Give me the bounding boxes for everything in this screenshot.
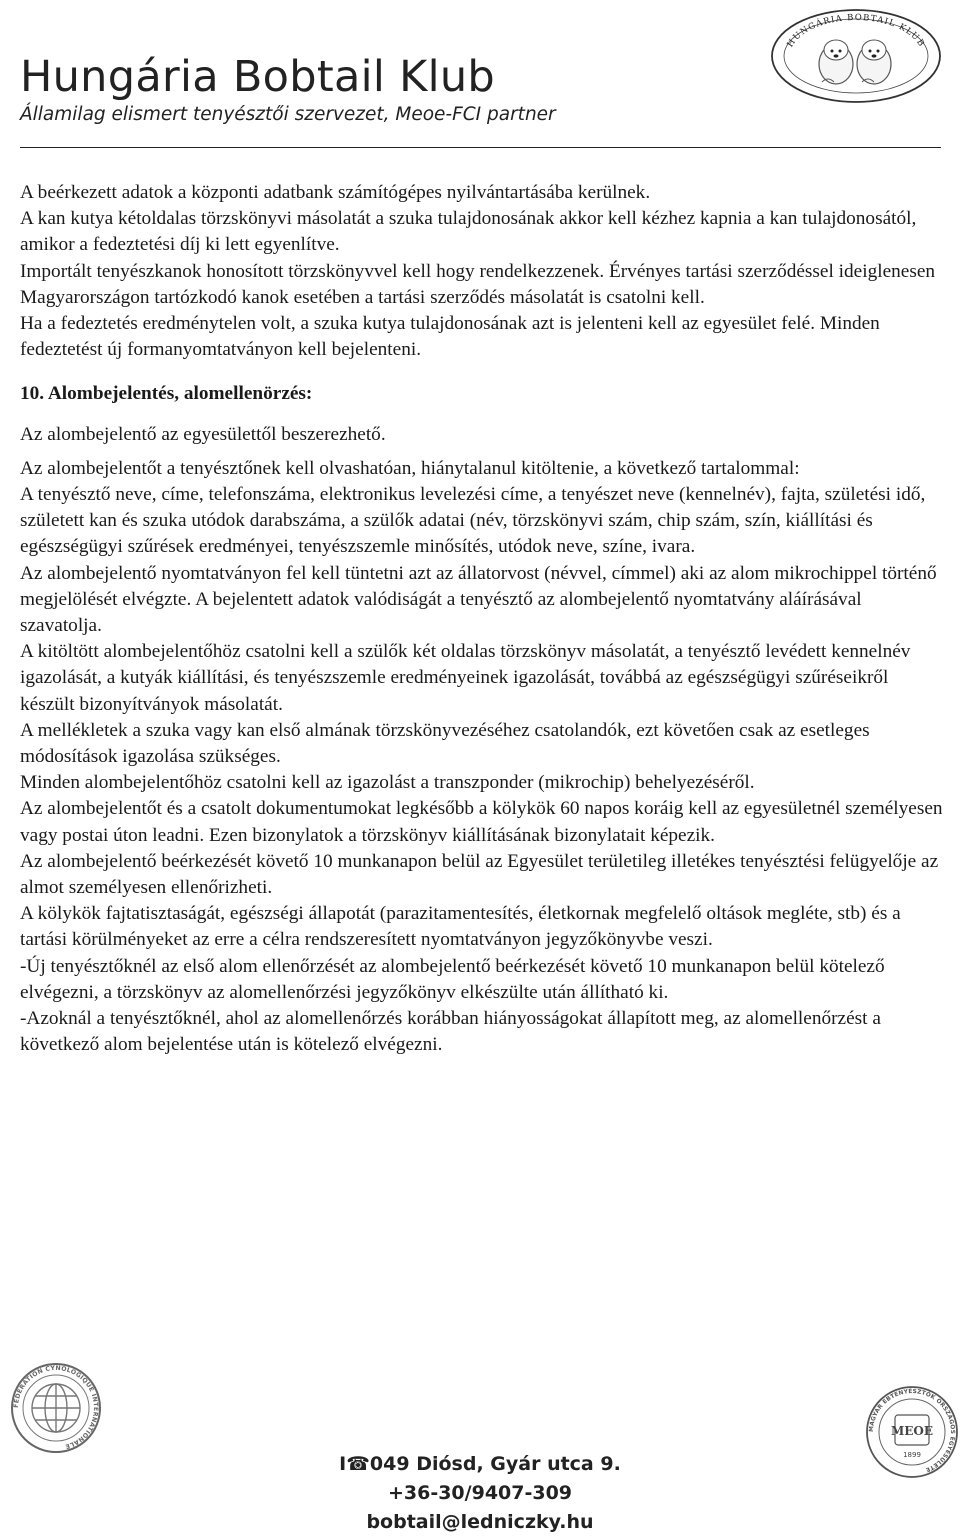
meoe-logo-initials: MEOE <box>890 1424 934 1438</box>
document-body <box>20 180 945 1059</box>
paragraph: Az alombejelentő nyomtatványon fel kell tüntetni azt az állatorvost (névvel, címmel) aki az alom mikrochippel történő megjelölését elvégzte. A bejelentett adatok valódiságát a tenyésztő az alombejelentő nyomtatvány aláírásával szavatolja. <box>20 562 937 637</box>
paragraph: -Új tenyésztőknél az első alom ellenőrzését az alombejelentő beérkezését követő 10 munkanapon belül kötelező elvégezni, a törzskönyv az alomellenőrzési jegyzőkönyv elkészülte után állítható ki. <box>20 955 885 1003</box>
paragraph: Az alombejelentő beérkezését követő 10 munkanapon belül az Egyesület területileg illetékes tenyésztési felügyelője az almot személyesen ellenőrizheti. <box>20 850 939 899</box>
paragraph: A mellékletek a szuka vagy kan első almának törzskönyvezéséhez csatolandók, ezt követően csak az esetleges módosítások igazolása szükséges. <box>20 719 870 768</box>
paragraph: -Azoknál a tenyésztőknél, ahol az alomellenőrzés korábban hiányosságokat állapított meg, az alomellenőrzést a következő alom bejelentése után is kötelező elvégezni. <box>20 1008 881 1056</box>
page-title: Hungária Bobtail Klub <box>20 52 495 102</box>
paragraph: Az alombejelentő az egyesülettől beszerezhető. <box>20 423 386 445</box>
paragraph: A beérkezett adatok a központi adatbank számítógépes nyilvántartásába kerülnek. <box>20 182 651 203</box>
paragraph: Importált tenyészkanok honosított törzskönyvvel kell hogy rendelkezzenek. Érvényes tartási szerződéssel ideiglenesen Magyarországon tartózkodó kanok esetében a tartási szerződés másolatát is csatolni kell. <box>20 260 936 308</box>
paragraph: A kölykök fajtatisztaságát, egészségi állapotát (parazitamentesítés, életkornak megfelelő oltások megléte, stb) és a tartási körülményeket az erre a célra rendszeresített nyomtatványon jegyzőkönyvbe veszi. <box>20 903 901 951</box>
paragraph: A kan kutya kétoldalas törzskönyvi másolatát a szuka tulajdonosának akkor kell kézhez kapnia a kan tulajdonosától, amikor a fedeztetési díj ki lett egyenlítve. <box>20 208 917 256</box>
paragraph: Az alombejelentőt a tenyésztőnek kell olvashatóan, hiánytalanul kitöltenie, a következő tartalommal: <box>20 457 800 479</box>
paragraph: Az alombejelentőt és a csatolt dokumentumokat legkésőbb a kölykök 60 napos koráig kell az egyesületnél személyesen vagy postai úton leadni. Ezen bizonylatok a törzskönyv kiállításának bizonylatait képezik. <box>20 798 943 846</box>
footer-email[interactable]: bobtail@ledniczky.hu <box>366 1511 594 1533</box>
footer-contact <box>0 1450 960 1537</box>
header-divider <box>20 147 941 148</box>
address-text: 049 Diósd, Gyár utca 9. <box>369 1453 621 1475</box>
paragraph: A tenyésztő neve, címe, telefonszáma, elektronikus levelezési címe, a tenyészet neve (kennelnév), fajta, születési idő, született kan és szuka utódok darabszáma, a szülők adatai (név, törzskönyvi szám, chip szám, szín, kiállítási és egészségügyi szűrések eredményei, tenyészszemle minősítés, utódok neve, színe, ivara. <box>20 484 926 558</box>
club-logo-text: HUNGÁRIA BOBTAIL KLUB <box>785 12 927 50</box>
globe-icon <box>32 1384 80 1432</box>
fci-logo-text: FEDERATION CYNOLOGIQUE INTERNATIONALE <box>12 1364 100 1450</box>
section-heading: 10. Alombejelentés, alomellenörzés: <box>20 383 313 405</box>
meoe-logo-text: MAGYAR EBTENYÉSZTŐK ORSZÁGOS EGYESÜLETE <box>868 1388 956 1473</box>
fci-logo <box>10 1362 102 1454</box>
footer-address <box>0 1450 960 1479</box>
paragraph: A kitöltött alombejelentőhöz csatolni kell a szülők két oldalas törzskönyv másolatát, a tenyésztő levédett kennelnév igazolását, a kutyák kiállítási, és tenyészszemle eredményeinek igazolását, továbbá az egészségügyi szűréseikről készült bizonyítványok másolatát. <box>20 641 911 715</box>
footer-phone: +36-30/9407-309 <box>387 1482 573 1504</box>
page-subtitle: Államilag elismert tenyésztői szervezet, Meoe-FCI partner <box>20 104 556 125</box>
address-prefix: I <box>339 1453 347 1475</box>
club-logo <box>770 4 942 104</box>
meoe-logo-year: 1899 <box>903 1451 921 1459</box>
phone-icon: ☎ <box>346 1453 370 1475</box>
paragraph: Ha a fedeztetés eredménytelen volt, a szuka kutya tulajdonosának azt is jelenteni kell az egyesület felé. Minden fedeztetést új formanyomtatványon kell bejelenteni. <box>20 313 880 361</box>
paragraph: Minden alombejelentőhöz csatolni kell az igazolást a transzponder (mikrochip) behelyezéséről. <box>20 772 755 794</box>
